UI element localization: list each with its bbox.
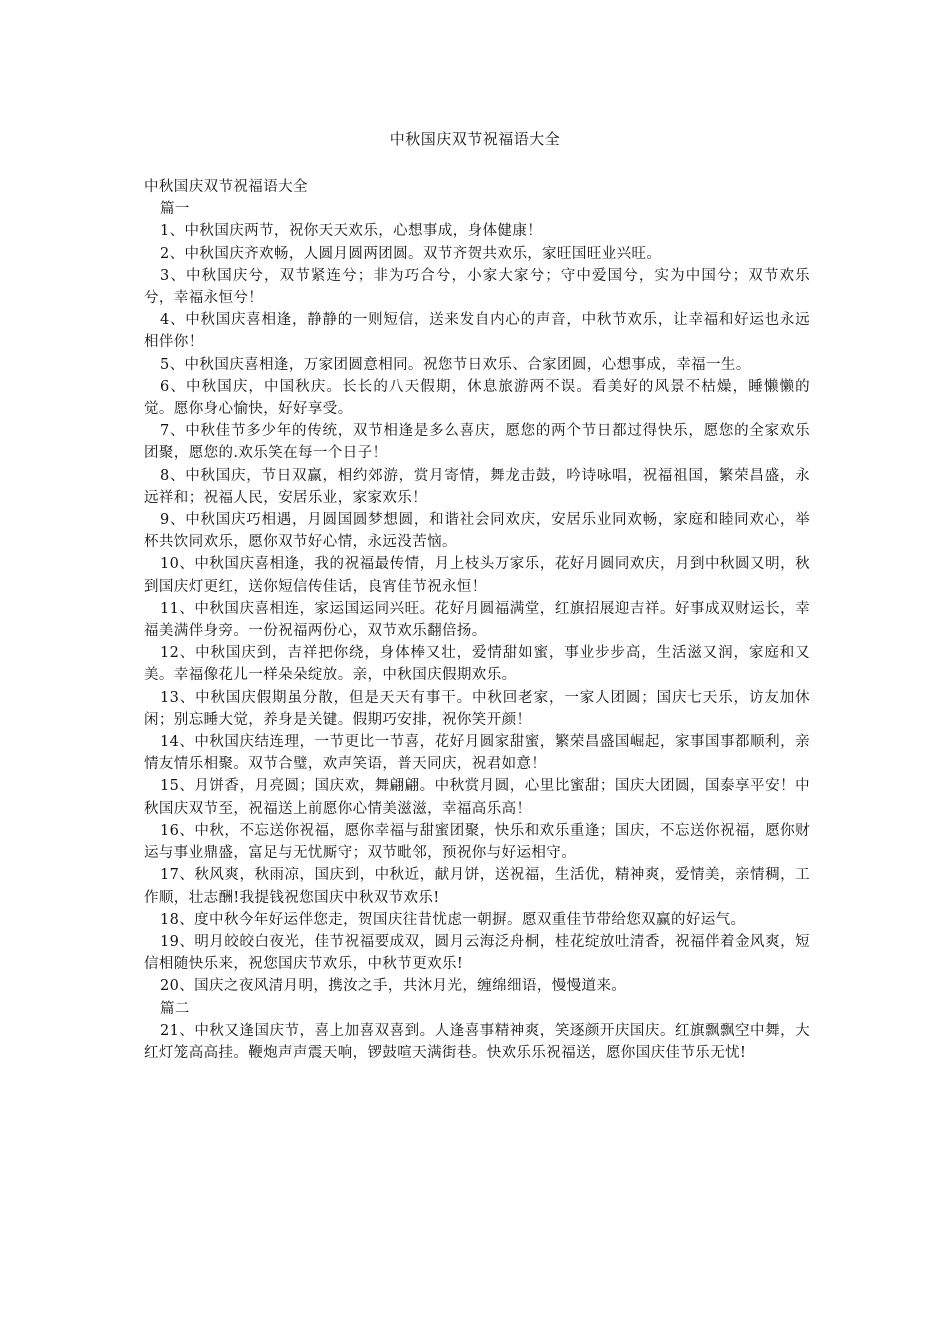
paragraph: 21、中秋又逢国庆节，喜上加喜双喜到。人逢喜事精神爽，笑逐颜开庆国庆。红旗飘飘空中舞，大红灯笼高高挂。鞭炮声声震天响，锣鼓喧天满街巷。快欢乐乐祝福送，愿你国庆佳节乐无忧!	[144, 1022, 810, 1061]
paragraph: 20、国庆之夜风清月明，携汝之手，共沐月光，缠绵细语，慢慢道来。	[160, 978, 627, 995]
paragraph: 4、中秋国庆喜相逢，静静的一则短信，送来发自内心的声音，中秋节欢乐，让幸福和好运也永远相伴你！	[144, 312, 810, 351]
section-label: 篇一	[160, 201, 190, 218]
paragraph: 10、中秋国庆喜相逢，我的祝福最传情，月上枝头万家乐，花好月圆同欢庆，月到中秋圆又明，秋到国庆灯更红，送你短信传佳话，良宵佳节祝永恒！	[144, 556, 810, 595]
paragraph: 14、中秋国庆结连理，一节更比一节喜，花好月圆家甜蜜，繁荣昌盛国崛起，家事国事都顺利，亲情友情乐相聚。双节合璧，欢声笑语，普天同庆，祝君如意！	[144, 734, 810, 773]
document-body	[144, 176, 810, 1064]
paragraph: 5、中秋国庆喜相逢，万家团圆意相同。祝您节日欢乐、合家团圆，心想事成，幸福一生。	[160, 356, 751, 373]
document-subtitle: 中秋国庆双节祝福语大全	[144, 179, 308, 195]
paragraph: 6、中秋国庆，中国秋庆。长长的八天假期，休息旅游两不误。看美好的风景不枯燥，睡懒懒的觉。愿你身心愉快，好好享受。	[144, 378, 810, 418]
paragraph: 17、秋风爽，秋雨凉，国庆到，中秋近，献月饼，送祝福，生活优，精神爽，爱情美，亲情稠，工作顺，壮志酬!我提钱祝您国庆中秋双节欢乐!	[144, 867, 810, 906]
paragraph: 13、中秋国庆假期虽分散，但是天天有事干。中秋回老家，一家人团圆；国庆七天乐，访友加休闲；别忘睡大觉，养身是关键。假期巧安排，祝你笑开颜！	[144, 689, 810, 728]
paragraph: 19、明月皎皎白夜光，佳节祝福要成双，圆月云海泛舟桐，桂花绽放吐清香，祝福伴着金风爽，短信相随快乐来，祝您国庆节欢乐，中秋节更欢乐!	[144, 933, 810, 973]
paragraph: 15、月饼香，月亮圆；国庆欢，舞翩翩。中秋赏月圆，心里比蜜甜；国庆大团圆，国泰享平安！中秋国庆双节至，祝福送上前愿你心情美滋滋，幸福高乐高！	[144, 778, 810, 817]
paragraph: 18、度中秋今年好运伴您走，贺国庆往昔忧虑一朝摒。愿双重佳节带给您双赢的好运气。	[160, 911, 746, 928]
document-title: 中秋国庆双节祝福语大全	[389, 130, 561, 148]
paragraph: 7、中秋佳节多少年的传统，双节相逢是多么喜庆，愿您的两个节日都过得快乐，愿您的全家欢乐团聚，愿您的.欢乐笑在每一个日子！	[144, 423, 810, 462]
paragraph: 8、中秋国庆，节日双赢，相约郊游，赏月寄情，舞龙击鼓，吟诗咏唱，祝福祖国，繁荣昌盛，永远祥和；祝福人民，安居乐业，家家欢乐！	[144, 467, 810, 506]
paragraph: 1、中秋国庆两节，祝你天天欢乐，心想事成，身体健康！	[160, 223, 543, 240]
paragraph: 12、中秋国庆到，吉祥把你绕，身体棒又壮，爱情甜如蜜，事业步步高，生活滋又润，家庭和又美。幸福像花儿一样朵朵绽放。亲，中秋国庆假期欢乐。	[144, 645, 810, 684]
paragraph: 11、中秋国庆喜相连，家运国运同兴旺。花好月圆福满堂，红旗招展迎吉祥。好事成双财运长，幸福美满伴身旁。一份祝福两份心，双节欢乐翻倍扬。	[144, 600, 810, 640]
paragraph: 16、中秋，不忘送你祝福，愿你幸福与甜蜜团聚，快乐和欢乐重逢；国庆，不忘送你祝福，愿你财运与事业鼎盛，富足与无忧厮守；双节毗邻，预祝你与好运相守。	[144, 822, 810, 862]
paragraph: 3、中秋国庆兮，双节紧连兮；非为巧合兮，小家大家兮；守中爱国兮，实为中国兮；双节欢乐兮，幸福永恒兮！	[144, 267, 810, 307]
paragraph: 9、中秋国庆巧相遇，月圆国圆梦想圆，和谐社会同欢庆，安居乐业同欢畅，家庭和睦同欢心，举杯共饮同欢乐，愿你双节好心情，永远没苦恼。	[144, 512, 810, 551]
section-label: 篇二	[160, 1000, 190, 1017]
paragraph: 2、中秋国庆齐欢畅，人圆月圆两团圆。双节齐贺共欢乐，家旺国旺业兴旺。	[160, 245, 662, 262]
